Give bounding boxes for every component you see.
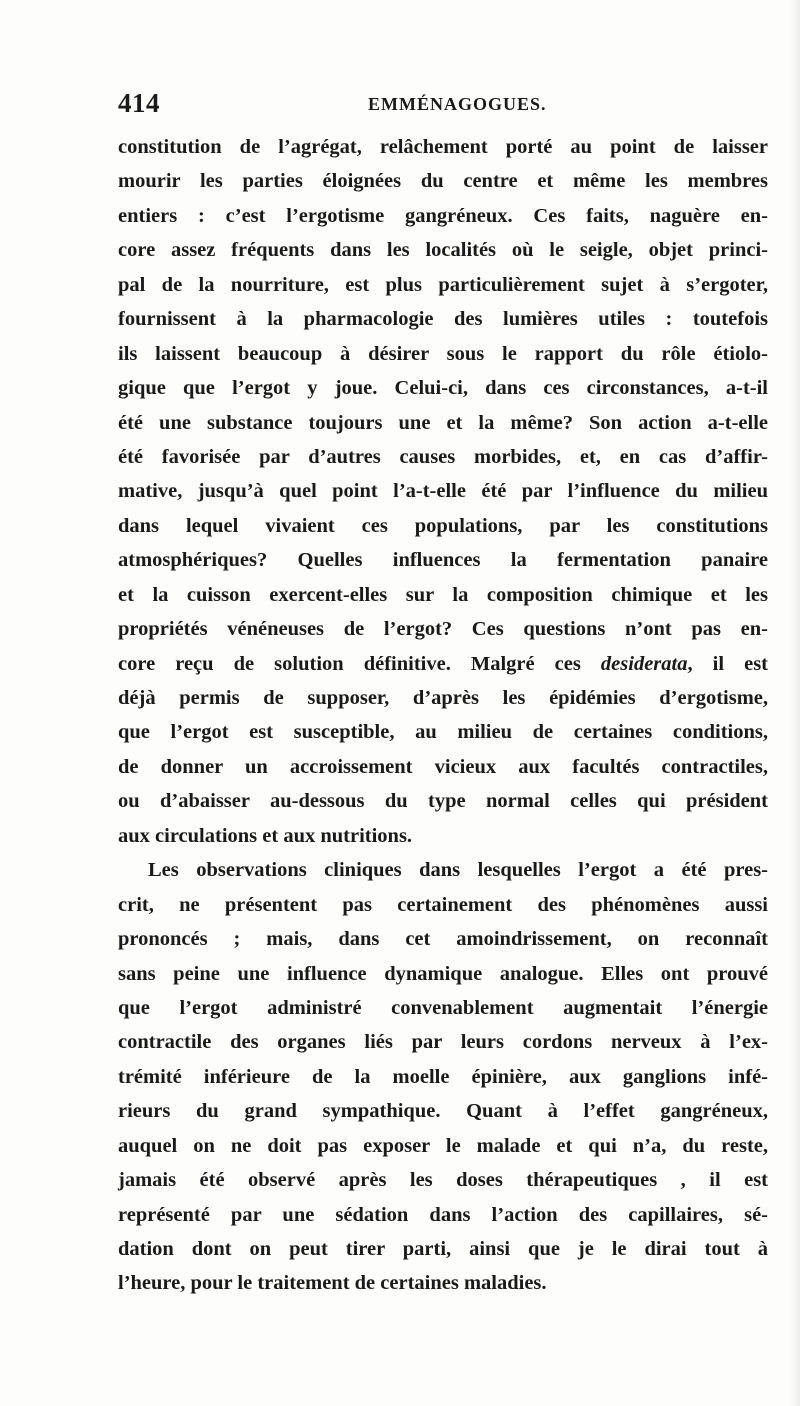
running-title: EMMÉNAGOGUES.	[368, 94, 547, 114]
text-segment: été favorisée par d’autres causes morbides, et, en cas d’affir-	[118, 445, 768, 468]
text-line	[118, 612, 768, 646]
text-segment: prononcés ; mais, dans cet amoindrissement, on reconnaît	[118, 928, 768, 951]
text-line	[118, 406, 768, 440]
text-line	[118, 1060, 768, 1094]
text-line	[118, 1163, 768, 1197]
text-segment: et la cuisson exercent-elles sur la composition chimique et les	[118, 583, 768, 606]
text-segment: de donner un accroissement vicieux aux facultés contractiles,	[118, 755, 768, 778]
text-line	[118, 750, 768, 784]
text-segment: sans peine une influence dynamique analogue. Elles ont prouvé	[118, 962, 768, 985]
text-segment: contractile des organes liés par leurs cordons nerveux à l’ex-	[118, 1031, 768, 1054]
text-segment: dation dont on peut tirer parti, ainsi que je le dirai tout à	[118, 1238, 768, 1260]
page-header	[118, 88, 773, 128]
text-line	[118, 474, 768, 508]
text-segment: mourir les parties éloignées du centre et même les membres	[118, 170, 768, 193]
page-edge-shadow	[790, 0, 800, 1406]
text-line	[118, 922, 768, 956]
text-line	[118, 440, 768, 474]
text-line	[118, 853, 768, 887]
text-segment: que l’ergot administré convenablement augmentait l’énergie	[118, 996, 768, 1019]
text-line	[118, 337, 768, 371]
text-line	[118, 268, 768, 302]
text-segment: dans lequel vivaient ces populations, par les constitutions	[118, 514, 768, 537]
text-line	[118, 164, 768, 198]
text-segment: ou d’abaisser au-dessous du type normal celles qui président	[118, 790, 768, 813]
text-line	[118, 233, 768, 267]
text-segment: , il est	[687, 652, 768, 675]
text-line	[118, 578, 768, 612]
text-segment: ils laissent beaucoup à désirer sous le rapport du rôle étiolo-	[118, 342, 768, 365]
page-number: 414	[118, 88, 160, 118]
text-segment: Les observations cliniques dans lesquelles l’ergot a été pres-	[148, 859, 768, 882]
text-line	[118, 819, 768, 853]
text-segment: core reçu de solution définitive. Malgré ces	[118, 652, 601, 675]
text-segment: mative, jusqu’à quel point l’a-t-elle été par l’influence du milieu	[118, 480, 768, 503]
text-segment: propriétés vénéneuses de l’ergot? Ces questions n’ont pas en-	[118, 618, 768, 641]
text-line	[118, 957, 768, 991]
body-text	[118, 130, 768, 1301]
text-line	[118, 302, 768, 336]
text-line	[118, 888, 768, 922]
text-line	[118, 1094, 768, 1128]
text-segment: core assez fréquents dans les localités où le seigle, objet princi-	[118, 239, 768, 262]
text-line	[118, 509, 768, 543]
text-line	[118, 647, 768, 681]
text-line	[118, 715, 768, 749]
text-line	[118, 130, 768, 164]
text-line	[118, 371, 768, 405]
italic-text: desiderata	[600, 652, 688, 675]
text-segment: aux circulations et aux nutritions.	[118, 824, 413, 847]
text-segment: été une substance toujours une et la même? Son action a-t-elle	[118, 411, 768, 434]
text-line	[118, 991, 768, 1025]
text-line	[118, 681, 768, 715]
text-line	[118, 1129, 768, 1163]
text-line	[118, 1232, 768, 1266]
text-line	[118, 199, 768, 233]
text-segment: pal de la nourriture, est plus particulièrement sujet à s’ergoter,	[118, 273, 768, 296]
text-line	[118, 1266, 768, 1300]
text-segment: l’heure, pour le traitement de certaines maladies.	[118, 1272, 547, 1295]
text-segment: jamais été observé après les doses thérapeutiques , il est	[118, 1169, 768, 1192]
text-segment: entiers : c’est l’ergotisme gangréneux. Ces faits, naguère en-	[118, 204, 768, 227]
text-segment: déjà permis de supposer, d’après les épidémies d’ergotisme,	[118, 687, 768, 709]
text-segment: gique que l’ergot y joue. Celui-ci, dans ces circonstances, a-t-il	[118, 377, 768, 400]
text-segment: fournissent à la pharmacologie des lumières utiles : toutefois	[118, 308, 768, 331]
text-segment: trémité inférieure de la moelle épinière, aux ganglions infé-	[118, 1065, 768, 1088]
text-line	[118, 1025, 768, 1059]
text-segment: atmosphériques? Quelles influences la fermentation panaire	[118, 549, 768, 572]
text-segment: crit, ne présentent pas certainement des phénomènes aussi	[118, 893, 768, 916]
text-segment: constitution de l’agrégat, relâchement porté au point de laisser	[118, 136, 768, 158]
text-line	[118, 784, 768, 818]
text-segment: rieurs du grand sympathique. Quant à l’effet gangréneux,	[118, 1100, 768, 1123]
text-segment: auquel on ne doit pas exposer le malade et qui n’a, du reste,	[118, 1134, 768, 1157]
text-line	[118, 543, 768, 577]
text-segment: représenté par une sédation dans l’action des capillaires, sé-	[118, 1203, 768, 1226]
text-line	[118, 1198, 768, 1232]
text-segment: que l’ergot est susceptible, au milieu de certaines conditions,	[118, 721, 768, 744]
